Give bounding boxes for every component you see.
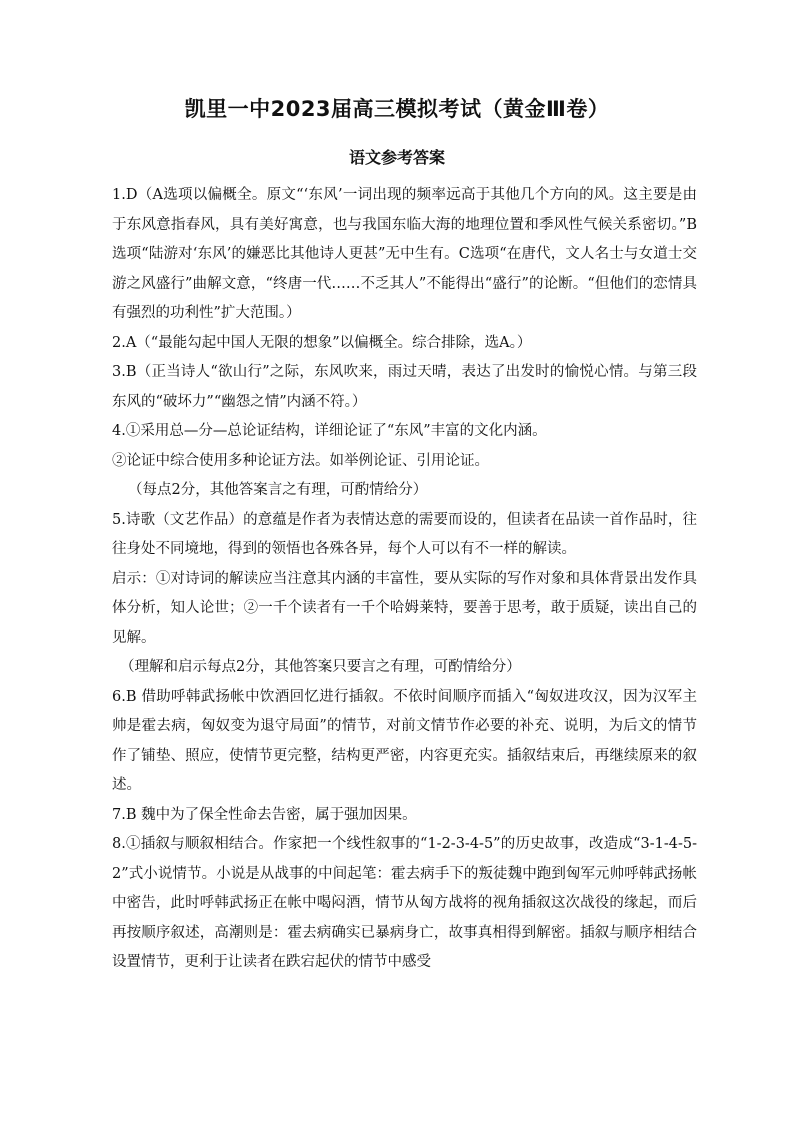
answer-4-scoring-note: （每点2分，其他答案言之有理，可酌情给分） xyxy=(128,482,428,498)
answer-8: 8.①插叙与顺叙相结合。作家把一个线性叙事的“1-2-3-4-5”的历史故事，改造成“3-1-4-5-2”式小说情节。小说是从战事的中间起笔：霍去病手下的叛徒魏中跑到匈军元帅呼韩武扬帐中密告，此时呼韩武扬正在帐中喝闷酒，情节从匈方战将的视角插叙这次战役的缘起，而后再按顺序叙述，高潮则是：霍去病确实已暴病身亡，故事真相得到解密。插叙与顺序相结合设置情节，更利于让读者在跌宕起伏的情节中感受 xyxy=(112,836,697,970)
answer-7: 7.B 魏中为了保全性命去告密，属于强加因果。 xyxy=(112,806,417,823)
answer-2: 2.A（“最能勾起中国人无限的想象”以偏概全。综合排除，选A。） xyxy=(112,334,532,351)
answer-5-scoring-note: （理解和启示每点2分，其他答案只要言之有理，可酌情给分） xyxy=(120,659,521,675)
answer-6: 6.B 借助呼韩武扬帐中饮酒回忆进行插叙。不依时间顺序而插入“匈奴进攻汉，因为汉军主帅是霍去病，匈奴变为退守局面”的情节，对前文情节作必要的补充、说明，为后文的情节作了铺垫、照应，使情节更完整，结构更严密，内容更充实。插叙结束后，再继续原来的叙述。 xyxy=(112,688,697,793)
page-subtitle: 语文参考答案 xyxy=(348,148,445,167)
answer-3: 3.B（正当诗人“欲山行”之际，东风吹来，雨过天晴，表达了出发时的愉悦心情。与第三段东风的“破坏力”“幽怨之情”内涵不符。） xyxy=(112,364,697,410)
answer-5-insight: 启示：①对诗词的解读应当注意其内涵的丰富性，要从实际的写作对象和具体背景出发作具体分析，知人论世；②一千个读者有一千个哈姆莱特，要善于思考，敢于质疑，读出自己的见解。 xyxy=(112,570,697,646)
answer-1: 1.D（A选项以偏概全。原文“‘东风’一词出现的频率远高于其他几个方向的风。这主要是由于东风意指春风，具有美好寓意，也与我国东临大海的地理位置和季风性气候关系密切。”B选项“陆游对‘东风’的嫌恶比其他诗人更甚”无中生有。C选项“在唐代，文人名士与女道士交游之风盛行”曲解文意，“终唐一代……不乏其人”不能得出“盛行”的论断。“但他们的恋情具有强烈的功利性”扩大范围。） xyxy=(112,187,697,321)
answer-4-point-1: 4.①采用总—分—总论证结构，详细论证了“东风”丰富的文化内涵。 xyxy=(112,423,547,439)
answer-4-point-2: ②论证中综合使用多种论证方法。如举例论证、引用论证。 xyxy=(112,452,489,469)
answer-5: 5.诗歌（文艺作品）的意蕴是作者为表情达意的需要而设的，但读者在品读一首作品时，往往身处不同境地，得到的领悟也各殊各异，每个人可以有不一样的解读。 xyxy=(112,511,697,557)
answer-list xyxy=(112,181,697,978)
page-title: 凯里一中2023届高三模拟考试（黄金Ⅲ卷） xyxy=(184,97,610,121)
